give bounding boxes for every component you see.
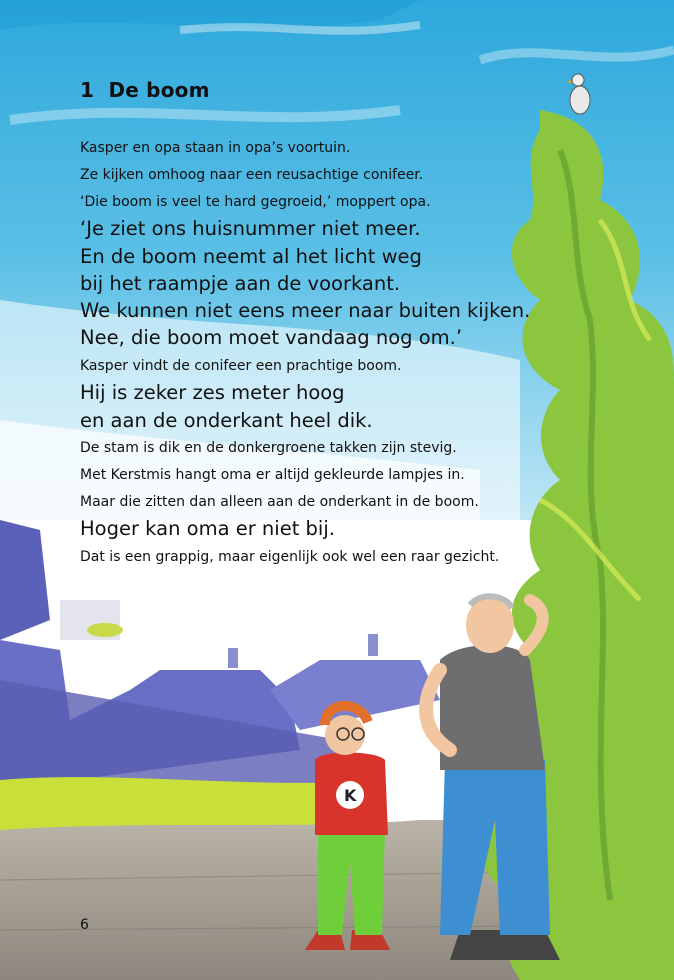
text-line: ‘Die boom is veel te hard gegroeid,’ moppert opa.	[80, 194, 431, 210]
chapter-number: 1	[80, 78, 95, 102]
page-number: 6	[80, 917, 89, 933]
text-line: Kasper en opa staan in opa’s voortuin.	[80, 140, 351, 156]
text-line: Kasper vindt de conifeer een prachtige boom.	[80, 358, 402, 374]
svg-text:K: K	[344, 786, 357, 805]
text-line: Hij is zeker zes meter hoog	[80, 381, 345, 404]
text-line: Hoger kan oma er niet bij.	[80, 517, 335, 540]
text-line: Ze kijken omhoog naar een reusachtige conifeer.	[80, 167, 424, 183]
text-line: Met Kerstmis hangt oma er altijd gekleurde lampjes in.	[80, 467, 465, 483]
chapter-title-text: De boom	[108, 78, 210, 102]
text-line: en aan de onderkant heel dik.	[80, 409, 373, 432]
text-line: bij het raampje aan de voorkant.	[80, 272, 401, 295]
text-line: Dat is een grappig, maar eigenlijk ook wel een raar gezicht.	[80, 549, 500, 565]
text-line: De stam is dik en de donkergroene takken zijn stevig.	[80, 440, 457, 456]
text-line: Maar die zitten dan alleen aan de onderkant in de boom.	[80, 494, 479, 510]
text-line: Nee, die boom moet vandaag nog om.’	[80, 326, 463, 349]
text-line: ‘Je ziet ons huisnummer niet meer.	[80, 217, 421, 240]
text-line: En de boom neemt al het licht weg	[80, 245, 422, 268]
text-line: We kunnen niet eens meer naar buiten kijken.	[80, 299, 531, 322]
chapter-title	[80, 78, 210, 102]
